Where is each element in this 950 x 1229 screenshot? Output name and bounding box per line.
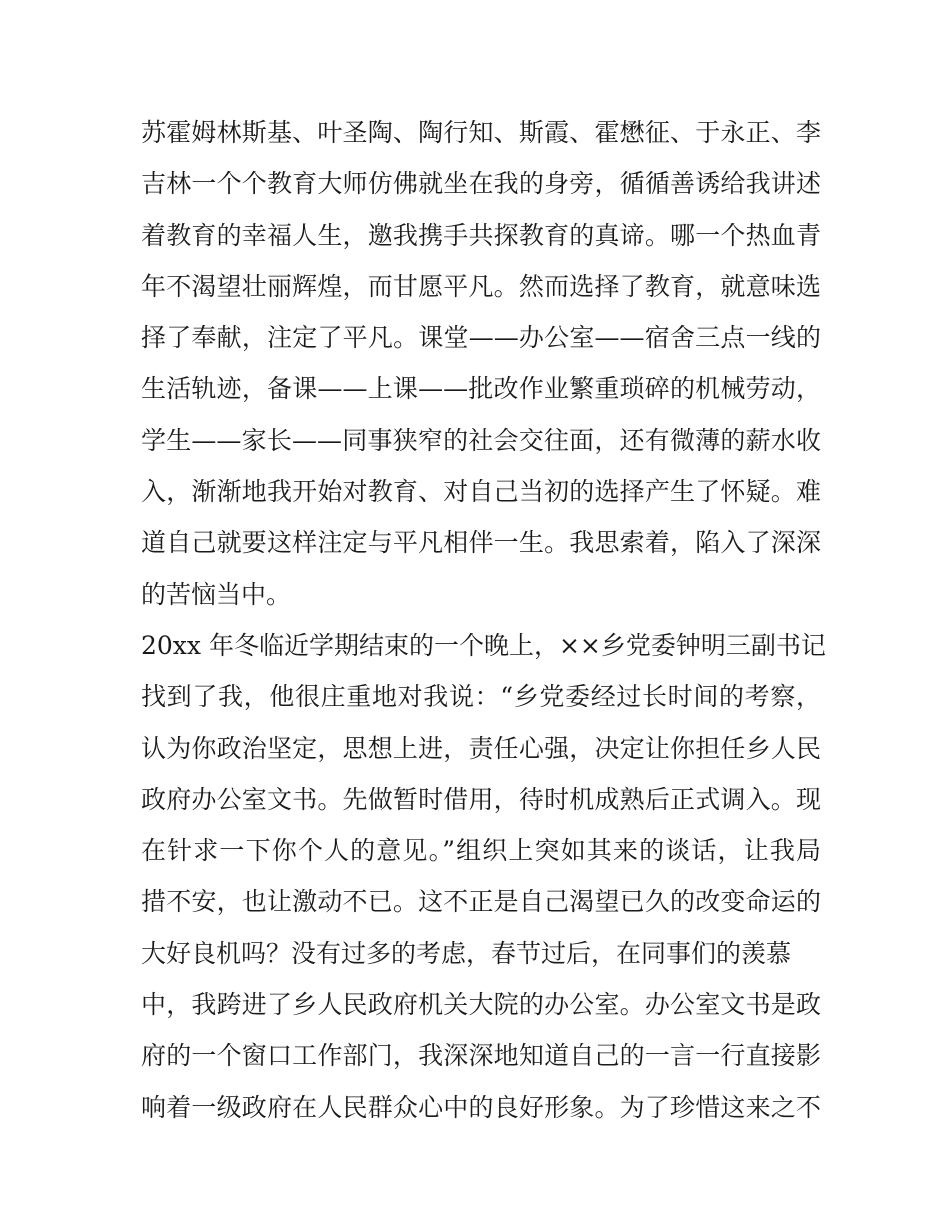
paragraph-2 <box>141 620 826 1133</box>
text-line: 政府办公室文书。先做暂时借用，待时机成熟后正式调入。现 <box>141 784 821 814</box>
text-line: 的苦恼当中。 <box>141 579 292 609</box>
text-line: 入，渐渐地我开始对教育、对自己当初的选择产生了怀疑。难 <box>141 477 821 507</box>
text-line: 认为你政治坚定，思想上进，责任心强，决定让你担任乡人民 <box>141 733 821 763</box>
paragraph-1 <box>141 107 821 620</box>
text-line: 在针求一下你个人的意见。”组织上突如其来的谈话，让我局 <box>141 836 821 866</box>
text-line: 大好良机吗？没有过多的考虑，春节过后，在同事们的羡慕 <box>141 938 792 968</box>
body-text <box>141 107 826 1133</box>
text-line: 吉林一个个教育大师仿佛就坐在我的身旁，循循善诱给我讲述 <box>141 169 821 199</box>
text-line: 道自己就要这样注定与平凡相伴一生。我思索着，陷入了深深 <box>141 528 821 558</box>
text-line: 择了奉献，注定了平凡。课堂——办公室——宿舍三点一线的 <box>141 323 821 353</box>
text-line: 年不渴望壮丽辉煌，而甘愿平凡。然而选择了教育，就意味选 <box>141 271 821 301</box>
text-line: 生活轨迹，备课——上课——批改作业繁重琐碎的机械劳动， <box>141 374 821 404</box>
text-line: 府的一个窗口工作部门，我深深地知道自己的一言一行直接影 <box>141 1041 821 1071</box>
text-line: 中，我跨进了乡人民政府机关大院的办公室。办公室文书是政 <box>141 990 821 1020</box>
text-line: 响着一级政府在人民群众心中的良好形象。为了珍惜这来之不 <box>141 1092 821 1122</box>
text-line: 着教育的幸福人生，邀我携手共探教育的真谛。哪一个热血青 <box>141 220 821 250</box>
text-line: 措不安，也让激动不已。这不正是自己渴望已久的改变命运的 <box>141 887 821 917</box>
text-line: 找到了我，他很庄重地对我说：“乡党委经过长时间的考察， <box>141 682 821 712</box>
text-line: 20xx 年冬临近学期结束的一个晚上，××乡党委钟明三副书记 <box>141 630 826 660</box>
text-line: 学生——家长——同事狭窄的社会交往面，还有微薄的薪水收 <box>141 425 821 455</box>
text-line: 苏霍姆林斯基、叶圣陶、陶行知、斯霞、霍懋征、于永正、李 <box>141 118 821 147</box>
